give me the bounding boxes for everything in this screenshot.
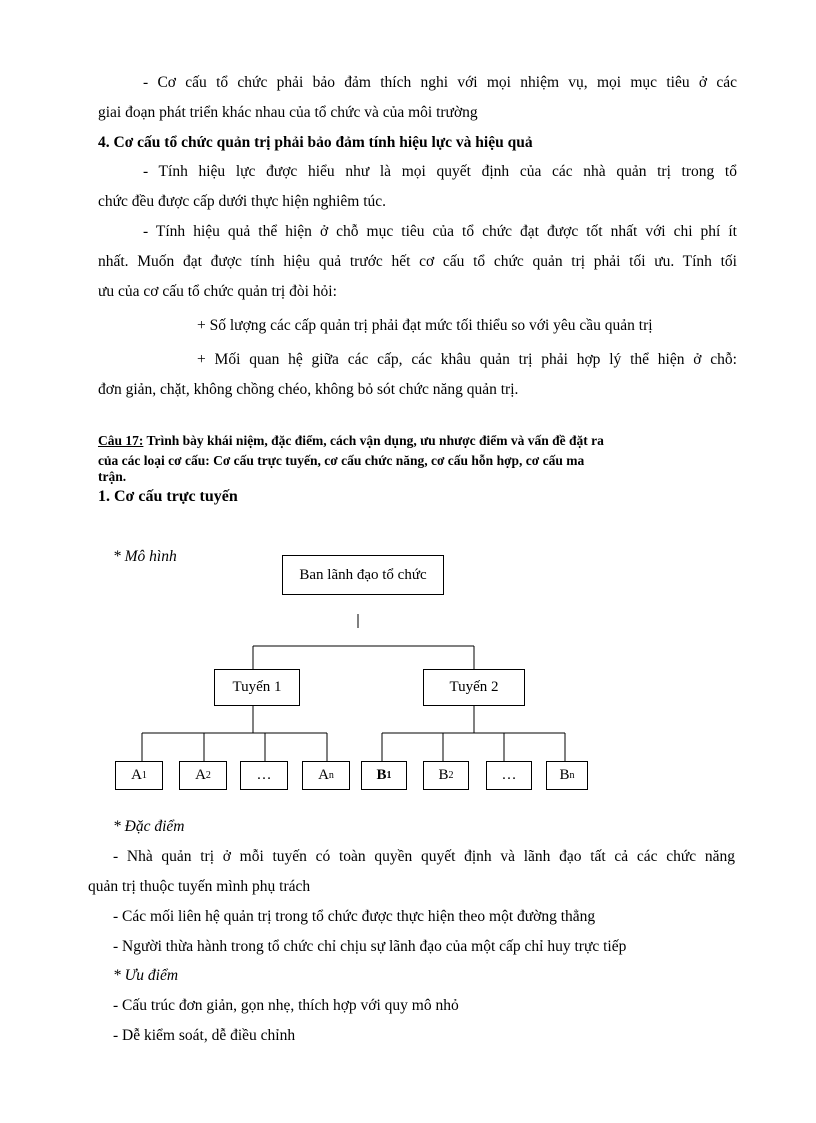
para-validity-line1: - Tính hiệu lực được hiểu như là mọi quyết định của các nhà quản trị trong tổ [143,163,737,180]
box-a2: A 2 [179,761,227,790]
box-a1: A 1 [115,761,163,790]
box-a-ellipsis: … [240,761,288,790]
question-17-line2: của các loại cơ cấu: Cơ cấu trực tuyến, cơ cấu chức năng, cơ cấu hỗn hợp, cơ cấu ma [98,453,585,468]
box-b-ellipsis: … [486,761,532,790]
advantage-2: - Dễ kiểm soát, dễ điều chỉnh [113,1027,296,1044]
para-relations-line1: + Mối quan hệ giữa các cấp, các khâu quản trị phải hợp lý thể hiện ở chỗ: [197,351,737,368]
question-17-text: Trình bày khái niệm, đặc điểm, cách vận dụng, ưu nhược điểm và vấn đề đặt ra [143,433,604,448]
para-levels: + Số lượng các cấp quản trị phải đạt mức tối thiểu so với yêu cầu quản trị [197,317,653,334]
heading-line-structure: 1. Cơ cấu trực tuyến [98,488,238,505]
box-an: A n [302,761,350,790]
feature-1-line2: quản trị thuộc tuyến mình phụ trách [88,878,311,895]
para-adaptability-line2: giai đoạn phát triển khác nhau của tổ chức và của môi trường [98,104,478,121]
para-validity-line2: chức đều được cấp dưới thực hiện nghiêm túc. [98,193,387,210]
para-efficiency-line1: - Tính hiệu quả thể hiện ở chỗ mục tiêu của tổ chức đạt được tốt nhất với chi phí ít [143,223,737,240]
features-label: * Đặc điểm [113,818,185,835]
para-efficiency-line2: nhất. Muốn đạt được tính hiệu quả trước hết cơ cấu tổ chức quản trị phải tối ưu. Tính tối [98,253,737,270]
heading-effectiveness: 4. Cơ cấu tổ chức quản trị phải bảo đảm tính hiệu lực và hiệu quả [98,134,533,151]
feature-2: - Các mối liên hệ quản trị trong tổ chức được thực hiện theo một đường thẳng [113,908,596,925]
question-17-label: Câu 17: [98,433,144,448]
para-adaptability-line1: - Cơ cấu tổ chức phải bảo đảm thích nghi với mọi nhiệm vụ, mọi mục tiêu ở các [143,74,737,91]
box-tier-1: Tuyến 1 [214,669,300,706]
box-b1: B 1 [361,761,407,790]
feature-1-line1: - Nhà quản trị ở mỗi tuyến có toàn quyền quyết định và lãnh đạo tất cả các chức năng [113,848,735,865]
feature-3: - Người thừa hành trong tổ chức chỉ chịu sự lãnh đạo của một cấp chỉ huy trực tiếp [113,938,627,955]
para-efficiency-line3: ưu của cơ cấu tổ chức quản trị đòi hỏi: [98,283,337,300]
question-17-line3: trận. [98,469,127,484]
box-leadership: Ban lãnh đạo tổ chức [282,555,444,595]
model-label: * Mô hình [113,548,177,565]
box-bn: B n [546,761,588,790]
box-tier-2: Tuyến 2 [423,669,525,706]
box-b2: B 2 [423,761,469,790]
para-relations-line2: đơn giản, chặt, không chồng chéo, không bỏ sót chức năng quản trị. [98,381,519,398]
advantages-label: * Ưu điểm [113,967,179,984]
advantage-1: - Cấu trúc đơn giản, gọn nhẹ, thích hợp với quy mô nhỏ [113,997,459,1014]
